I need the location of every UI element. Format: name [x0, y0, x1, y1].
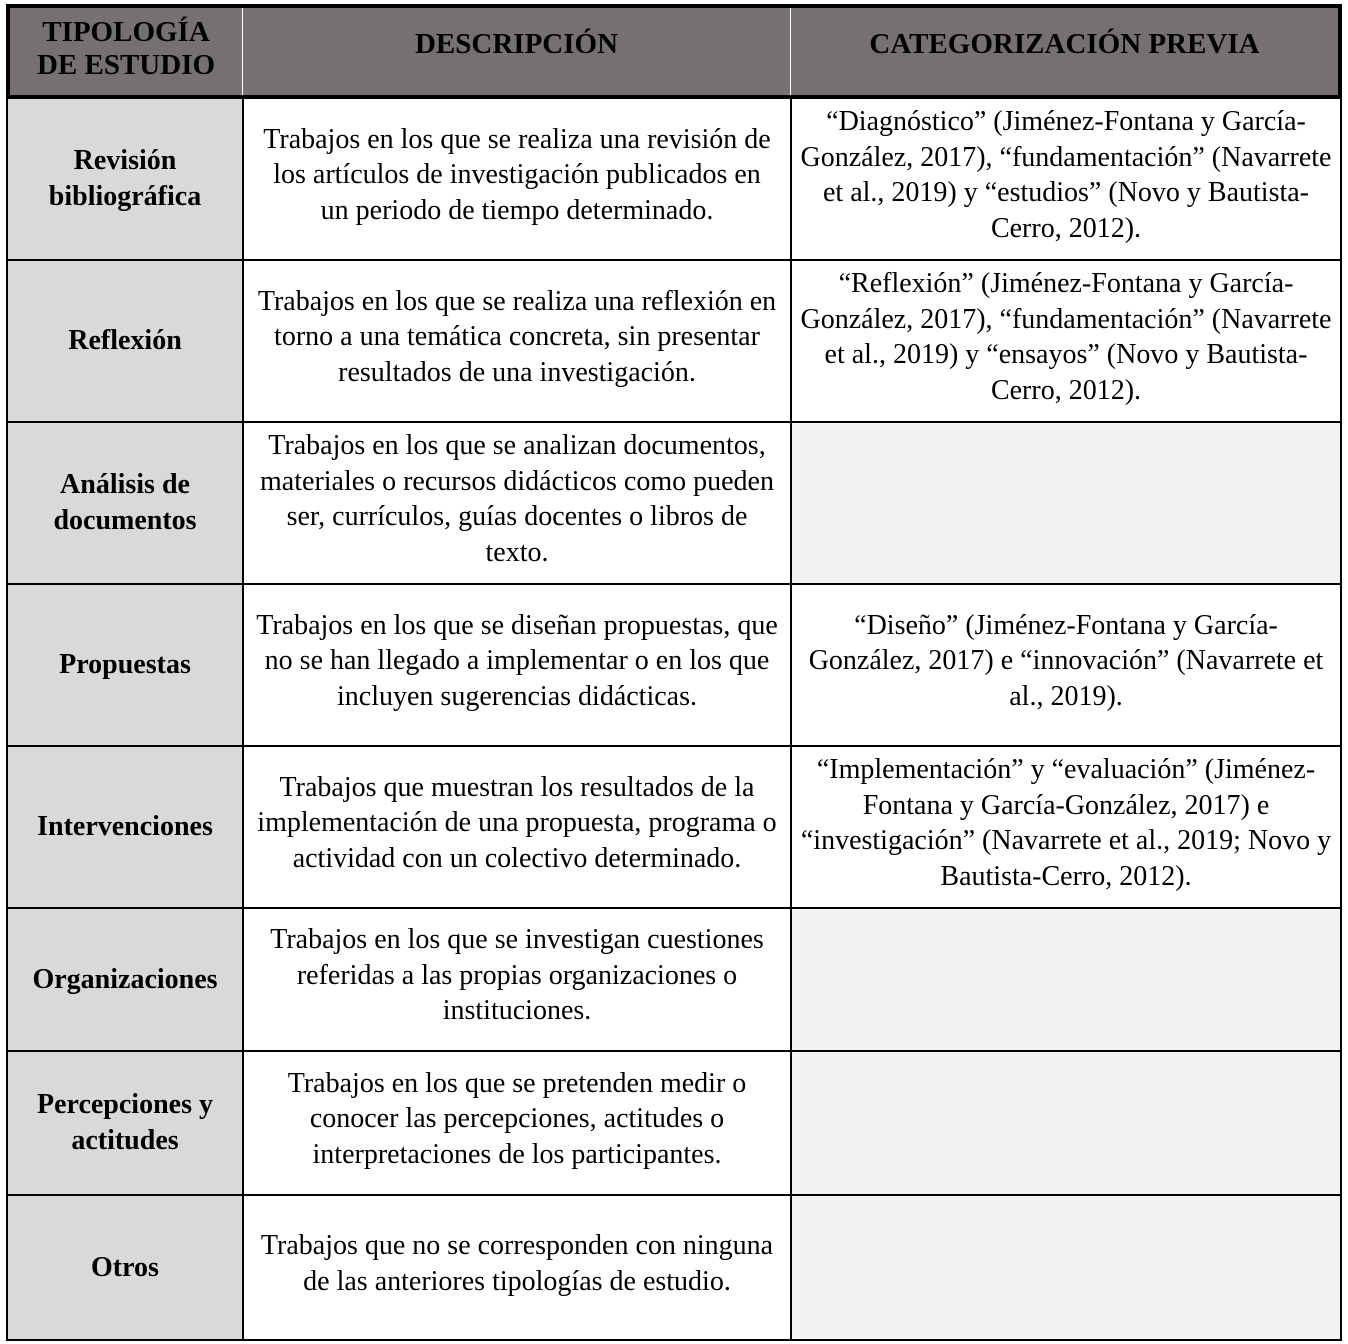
header-descripcion [243, 8, 791, 95]
tipologia-text: Revisión bibliográfica [48, 145, 202, 212]
table-row [6, 1196, 1342, 1341]
categorizacion-cell-empty [792, 909, 1340, 1050]
tipologia-text: Organizaciones [32, 963, 218, 995]
descripcion-cell [244, 1196, 792, 1339]
tipologia-text: Otros [91, 1251, 159, 1283]
categorizacion-text: “Diseño” (Jiménez-Fontana y García-González, 2017) e “innovación” (Navarrete et al., 2019). [808, 609, 1324, 712]
descripcion-text: Trabajos en los que se pretenden medir o conocer las percepciones, actitudes o interpretaciones de los participantes. [287, 1067, 747, 1170]
descripcion-cell [244, 909, 792, 1050]
tipologia-cell [8, 99, 244, 259]
table-row [6, 909, 1342, 1052]
header-categorizacion-label: CATEGORIZACIÓN PREVIA [869, 28, 1260, 60]
tipologia-cell [8, 909, 244, 1050]
descripcion-cell [244, 747, 792, 907]
descripcion-text: Trabajos en los que se investigan cuestiones referidas a las propias organizaciones o instituciones. [270, 924, 764, 1027]
categorizacion-cell [792, 261, 1340, 421]
categorizacion-text: “Implementación” y “evaluación” (Jiménez-Fontana y García-González, 2017) e “investigación” (Navarrete et al., 2019; Novo y Bautista-Cerro, 2012). [800, 754, 1332, 892]
tipologia-cell [8, 1196, 244, 1339]
tipologia-text: Percepciones y actitudes [37, 1089, 213, 1156]
table-row [6, 261, 1342, 423]
tipologia-text: Propuestas [59, 649, 191, 680]
descripcion-text: Trabajos en los que se analizan documentos, materiales o recursos didácticos como pueden ser, currículos, guías docentes o libros de texto. [260, 430, 774, 568]
descripcion-cell [244, 585, 792, 745]
tipologia-cell [8, 261, 244, 421]
categorizacion-cell [792, 99, 1340, 259]
header-tipologia-label: TIPOLOGÍA DE ESTUDIO [36, 15, 216, 81]
descripcion-text: Trabajos en los que se realiza una revisión de los artículos de investigación publicados en un periodo de tiempo determinado. [263, 123, 771, 226]
table-row [6, 99, 1342, 261]
descripcion-text: Trabajos que no se corresponden con ninguna de las anteriores tipologías de estudio. [260, 1230, 774, 1297]
descripcion-cell [244, 423, 792, 583]
descripcion-text: Trabajos en los que se diseñan propuestas, que no se han llegado a implementar o en los que incluyen sugerencias didácticas. [256, 609, 778, 712]
descripcion-text: Trabajos en los que se realiza una reflexión en torno a una temática concreta, sin presentar resultados de una investigación. [257, 285, 777, 388]
table-row [6, 747, 1342, 909]
tipologia-cell [8, 747, 244, 907]
tipologia-cell [8, 423, 244, 583]
categorizacion-cell-empty [792, 1196, 1340, 1339]
categorizacion-cell [792, 585, 1340, 745]
table-row [6, 423, 1342, 585]
table-row [6, 1052, 1342, 1196]
categorizacion-cell-empty [792, 1052, 1340, 1194]
tipologia-cell [8, 585, 244, 745]
tipologia-text: Reflexión [68, 325, 182, 356]
descripcion-cell [244, 99, 792, 259]
header-descripcion-label: DESCRIPCIÓN [414, 28, 619, 60]
tipologia-cell [8, 1052, 244, 1194]
tipologia-text: Análisis de documentos [53, 469, 197, 536]
tipologia-text: Intervenciones [37, 811, 213, 842]
header-tipologia [10, 8, 243, 95]
categorizacion-text: “Diagnóstico” (Jiménez-Fontana y García-González, 2017), “fundamentación” (Navarrete et al., 2019) y “estudios” (Novo y Bautista-Cerro, 2012). [800, 106, 1332, 244]
descripcion-text: Trabajos que muestran los resultados de la implementación de una propuesta, programa o actividad con un colectivo determinado. [257, 771, 777, 874]
header-categorizacion [791, 8, 1338, 95]
categorizacion-text: “Reflexión” (Jiménez-Fontana y García-González, 2017), “fundamentación” (Navarrete et al., 2019) y “ensayos” (Novo y Bautista-Cerro, 2012). [800, 268, 1332, 406]
descripcion-cell [244, 261, 792, 421]
table-row [6, 585, 1342, 747]
categorizacion-cell [792, 747, 1340, 907]
categorizacion-cell-empty [792, 423, 1340, 583]
descripcion-cell [244, 1052, 792, 1194]
table-header [6, 4, 1342, 99]
